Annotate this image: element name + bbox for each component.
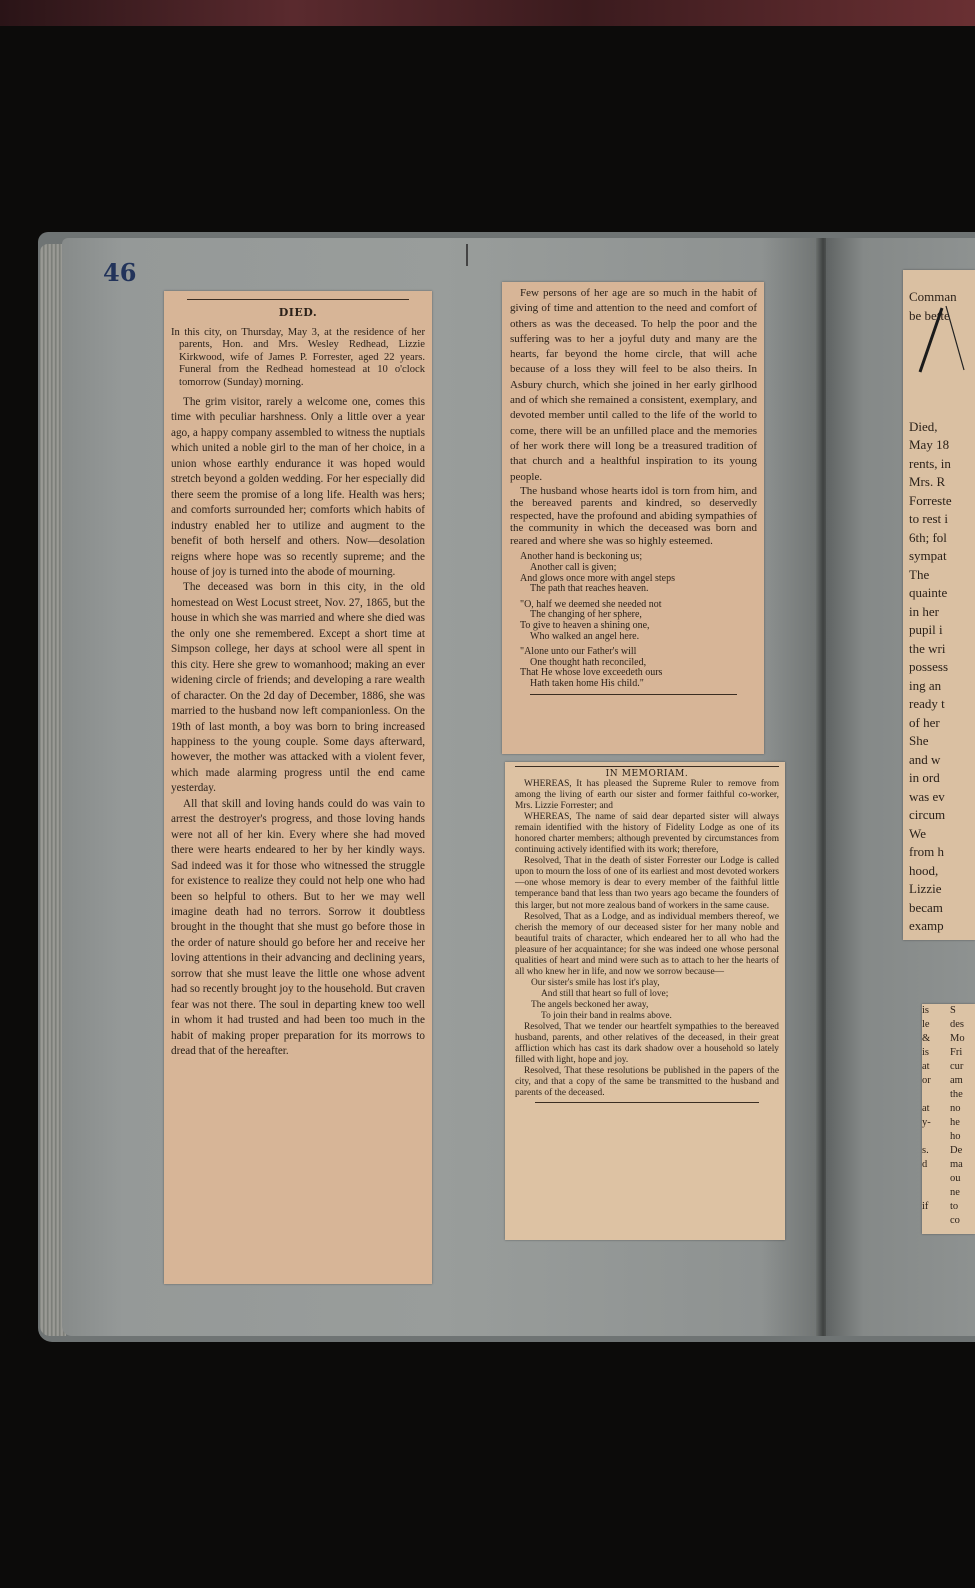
fragment-line (922, 1130, 931, 1144)
fragment-line: of her (909, 714, 940, 730)
died-clipping (164, 291, 432, 1284)
memoriam-clipping (505, 762, 785, 1240)
fragment-line (922, 1186, 931, 1200)
fragment-line: ing an (909, 677, 942, 693)
fragment-line: De (950, 1145, 963, 1156)
fragment-text (909, 288, 975, 936)
fragment-line (922, 1088, 931, 1102)
resolution-paragraph: Resolved, That as a Lodge, and as individual members thereof, we cherish the memory of our deceased sister for her many noble and beautiful traits of character, which endeared her to all who had the pleasure of her acquaintance; for she was indeed one whose personal qualities of heart and mind were such as to attach to her the hearts of all who knew her in life, and now we sorrow because— (515, 911, 779, 977)
top-edge-strip (0, 0, 975, 26)
lower-right-clipping-fragment (922, 1004, 975, 1234)
fragment-line: in her (909, 603, 939, 619)
resolution-paragraph: WHEREAS, The name of said dear departed sister will always remain identified with the history of Fidelity Lodge as one of its honored charter members; although prevented by circumstances from continuing actively identified with its work; therefore, (515, 812, 779, 856)
fragment-line: pupil i (909, 622, 943, 637)
fragment-line: is (922, 1005, 930, 1016)
fragment-line: to (950, 1201, 959, 1212)
fragment-line: Mo (950, 1033, 965, 1044)
died-heading: DIED. (278, 306, 318, 319)
fragment-line: and w (909, 751, 941, 767)
fragment-line: no (950, 1103, 961, 1114)
fragment-line: was ev (909, 788, 945, 804)
fragment-line: rents, in (909, 455, 951, 471)
fragment-line: 6th; fol (909, 529, 947, 545)
death-notice: In this city, on Thursday, May 3, at the residence of her parents, Hon. and Mrs. Wesley Redhead, Lizzie Kirkwood, wife of James P. Forrester, aged 22 years. Funeral from the Redhead homestead at 10 o'clock tomorrow (Sunday) morning. (171, 327, 425, 388)
memoriam-verse: Our sister's smile has lost it's play, And still that heart so full of love; The angels beckoned her away, To join their band in realms above. (531, 977, 672, 1021)
fragment-line: Forreste (909, 492, 952, 508)
fragment-column (922, 1004, 931, 1214)
fragment-line: She (909, 733, 929, 748)
fragment-line: des (950, 1019, 964, 1030)
fragment-column (950, 1004, 965, 1228)
memoriam-heading: IN MEMORIAM. (515, 766, 779, 779)
fragment-line: The (909, 566, 930, 582)
fragment-line (909, 399, 975, 418)
resolution-paragraph: Resolved, That in the death of sister Forrester our Lodge is called upon to mourn the loss of one of its earliest and most devoted workers—one whose memory is dear to every member of the faithful little temperance band that less than two years ago became the founders of this larger, but not more zealous band of workers in the same cause. (515, 856, 779, 911)
fragment-line: co (950, 1215, 960, 1226)
fragment-line: in ord (909, 770, 940, 785)
fragment-line: hood, (909, 862, 939, 878)
fragment-line: May 18 (909, 437, 950, 452)
fragment-line: ready t (909, 696, 945, 711)
fragment-line: to rest i (909, 511, 948, 526)
closing-rule (535, 1102, 759, 1103)
closing-rule (530, 694, 737, 695)
fragment-line: circum (909, 807, 946, 822)
fragment-line: s. (922, 1145, 929, 1156)
obituary-continued-clipping (502, 282, 764, 754)
fragment-line: the wri (909, 640, 946, 656)
fragment-line: am (950, 1075, 963, 1086)
continued-paragraph: Few persons of her age are so much in the habit of giving of time and attention to the need and comfort of others as was the deceased. To help the poor and the suffering was to her a joyful duty and many are the hearts, far beyond the home circle, that will ache because of a loss they will feel to be also theirs. In Asbury church, which she joined in her early girlhood and of which she remained a consistent, exemplary, and devoted member until called to the life of the world to come, there will be an unfilled place and the memories of her work there will long be a treasured tradition of that church and a healthful inspiration to its young people. (510, 287, 757, 483)
fragment-line: at (922, 1103, 930, 1114)
fragment-line: Comman (909, 289, 957, 304)
fragment-line: becam (909, 899, 943, 915)
fragment-line: ho (950, 1131, 961, 1142)
fragment-line: sympat (909, 548, 947, 563)
fragment-line: the (950, 1089, 963, 1100)
continued-body (510, 286, 757, 547)
resolution-paragraph: Resolved, That these resolutions be published in the papers of the city, and that a copy of the same be transmitted to the husband and parents of the deceased. (515, 1066, 779, 1099)
ornament-rule (187, 295, 409, 300)
poem-stanza: "Alone unto our Father's will One thought hath reconciled, That He whose love exceedeth ours Hath taken home His child." (520, 646, 663, 689)
fragment-line: he (950, 1117, 960, 1128)
fragment-line: Fri (950, 1047, 963, 1058)
fragment-line: from h (909, 844, 945, 859)
obituary-paragraph: All that skill and loving hands could do was vain to arrest the destroyer's progress, and those loving hands were not all of her kin. Every where she had moved there were hearts endeared to her by her kindly ways. Sad indeed was it for those who witnessed the struggle for existence to realize they could not help one who had been so helpful to others. But to her we may well imagine death had no terrors. Sorrow it doubtless brought in the thought that she must go before those in the order of nature should go before her and receive her loving attentions in their advancing and declining years, sorrow that she must leave the little one whose advent had so recently brought joy to the household. But craven fear was not there. The soul in departing knew too well in whom it had trusted and had been too much in the habit of making proper preparation for its morrows to dread that of the hereafter. (171, 797, 425, 1058)
obituary-paragraph: The deceased was born in this city, in the old homestead on West Locust street, Nov. 27, 1865, but the house in which she was married and where she died was the only one she remembered. Except a short time at Simpson college, her days at school were all spent in this city. Here she grew to womanhood; making an ever widening circle of friends; and developing a rare wealth of character. On the 2d day of December, 1886, she was married to the husband now left companionless. On the 19th of last month, a boy was born to bring increased happiness to the young couple. Some days afterward, however, the mother was attacked with a violent fever, which made alarming progress until the end came yesterday. (171, 581, 425, 795)
fragment-line (909, 381, 975, 400)
fragment-line (922, 1172, 931, 1186)
fragment-line: cur (950, 1061, 964, 1072)
obituary-paragraph: The grim visitor, rarely a welcome one, comes this time with peculiar harshness. Only a little over a year ago, a happy company assembled to witness the nuptials which united a noble girl to the man of her choice, in a union whose earthly endurance it was hoped would stretch beyond a golden wedding. For her especially did there seem the promise of a long life. Health was hers; and comforts surrounded her; comforts which habits of industry enabled her to utilize and augment to the benefit of both herself and others. Now—desolation reigns where hope was so recently supreme; and the house of joy is turned into the abode of mourning. (171, 396, 425, 579)
fragment-line: or (922, 1075, 931, 1086)
fragment-line: d (922, 1159, 928, 1170)
fragment-line: S (950, 1005, 956, 1016)
page-crease (466, 244, 468, 266)
fragment-line: y- (922, 1117, 931, 1128)
poem-stanza: "O, half we deemed she needed not The changing of her sphere, To give to heaven a shining one, Who walked an angel here. (520, 598, 662, 642)
continued-paragraph: The husband whose hearts idol is torn from him, and the bereaved parents and kindred, so deservedly respected, have the profound and abiding sympathies of the community in which the deceased was born and reared and where she was so highly esteemed. (510, 484, 757, 547)
fragment-line: at (922, 1061, 930, 1072)
fragment-line: ne (950, 1187, 960, 1198)
fragment-line: Lizzie (909, 881, 942, 896)
fragment-line: quainte (909, 585, 948, 600)
resolutions-body (515, 779, 779, 1099)
fragment-line: ou (950, 1173, 961, 1184)
pencil-mark (906, 300, 966, 380)
fragment-line: & (922, 1033, 931, 1044)
fragment-line: possess (909, 659, 949, 674)
obituary-body (171, 395, 425, 1059)
fragment-line: Died, (909, 418, 938, 434)
fragment-line: We (909, 825, 926, 841)
fragment-line: if (922, 1201, 929, 1212)
page-number: 46 (103, 258, 137, 287)
fragment-line: le (922, 1019, 930, 1030)
poem-stanza: Another hand is beckoning us; Another call is given; And glows once more with angel steps The path that reaches heaven. (520, 551, 675, 595)
fragment-line: Mrs. R (909, 474, 946, 489)
resolution-paragraph: WHEREAS, It has pleased the Supreme Ruler to remove from among the living of earth our sister and former faithful co-worker, Mrs. Lizzie Forrester; and (515, 779, 779, 812)
fragment-line: is (922, 1047, 930, 1058)
resolution-paragraph: Resolved, That we tender our heartfelt sympathies to the bereaved husband, parents, and other relatives of the deceased, in their great affliction which has cast its dark shadow over a household so lately filled with light, hope and joy. (515, 1022, 779, 1066)
fragment-line: examp (909, 918, 944, 933)
fragment-line: be bette (909, 307, 950, 323)
fragment-line: ma (950, 1159, 963, 1170)
